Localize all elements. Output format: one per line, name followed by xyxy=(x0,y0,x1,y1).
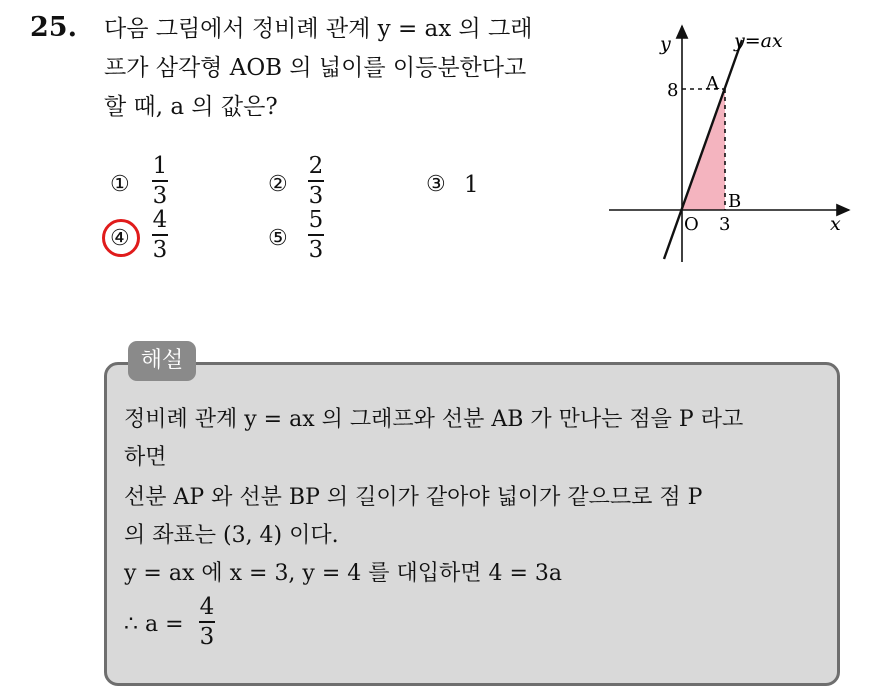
point-a-label: A xyxy=(706,73,719,94)
choice-5-symbol: ⑤ xyxy=(268,226,288,251)
x-tick-3: 3 xyxy=(719,214,731,235)
point-b-label: B xyxy=(728,191,742,212)
choice-4-fraction xyxy=(149,206,171,264)
solution-tag: 해설 xyxy=(128,341,196,381)
coordinate-graph xyxy=(604,20,854,265)
solution-line-3: 선분 AP 와 선분 BP 의 길이가 같아야 넓이가 같으므로 점 P xyxy=(124,485,703,510)
choice-4-numerator: 4 xyxy=(152,207,168,233)
y-axis-label: y xyxy=(660,33,671,55)
choice-2-symbol: ② xyxy=(268,172,288,197)
choice-5-numerator: 5 xyxy=(308,207,324,233)
choice-1-symbol: ① xyxy=(110,172,130,197)
origin-label: O xyxy=(684,214,699,235)
choice-4-denominator: 3 xyxy=(152,236,168,263)
conclusion-fraction xyxy=(196,593,218,651)
choice-5-fraction xyxy=(305,206,327,264)
conclusion-numerator: 4 xyxy=(199,594,215,620)
line-label: y=ax xyxy=(734,30,783,52)
conclusion-denominator: 3 xyxy=(199,623,215,650)
question-number: 25. xyxy=(30,12,77,43)
choice-2-numerator: 2 xyxy=(308,153,324,179)
solution-line-2: 하면 xyxy=(124,445,167,470)
x-axis-label: x xyxy=(830,213,841,235)
answer-mark-circle xyxy=(102,219,140,257)
choice-2-fraction xyxy=(305,152,327,210)
choice-3-value: 1 xyxy=(464,172,479,198)
solution-line-1: 정비례 관계 y = ax 의 그래프와 선분 AB 가 만나는 점을 P 라고 xyxy=(124,407,744,432)
question-line-1: 다음 그림에서 정비례 관계 y = ax 의 그래 xyxy=(104,16,533,42)
solution-line-5: y = ax 에 x = 3, y = 4 를 대입하면 4 = 3a xyxy=(124,561,563,586)
choice-1-fraction xyxy=(149,152,171,210)
choice-1-numerator: 1 xyxy=(152,153,168,179)
solution-line-4: 의 좌표는 (3, 4) 이다. xyxy=(124,523,339,548)
choice-5-denominator: 3 xyxy=(308,236,324,263)
choice-2-denominator: 3 xyxy=(308,182,324,209)
choice-1-denominator: 3 xyxy=(152,182,168,209)
choice-3-symbol: ③ xyxy=(426,172,446,197)
question-line-3: 할 때, a 의 값은? xyxy=(104,94,278,120)
question-line-2: 프가 삼각형 AOB 의 넓이를 이등분한다고 xyxy=(104,55,527,81)
y-tick-8: 8 xyxy=(667,80,679,101)
conclusion-prefix: ∴ a = xyxy=(124,612,184,637)
choice-4-symbol: ④ xyxy=(110,226,130,251)
